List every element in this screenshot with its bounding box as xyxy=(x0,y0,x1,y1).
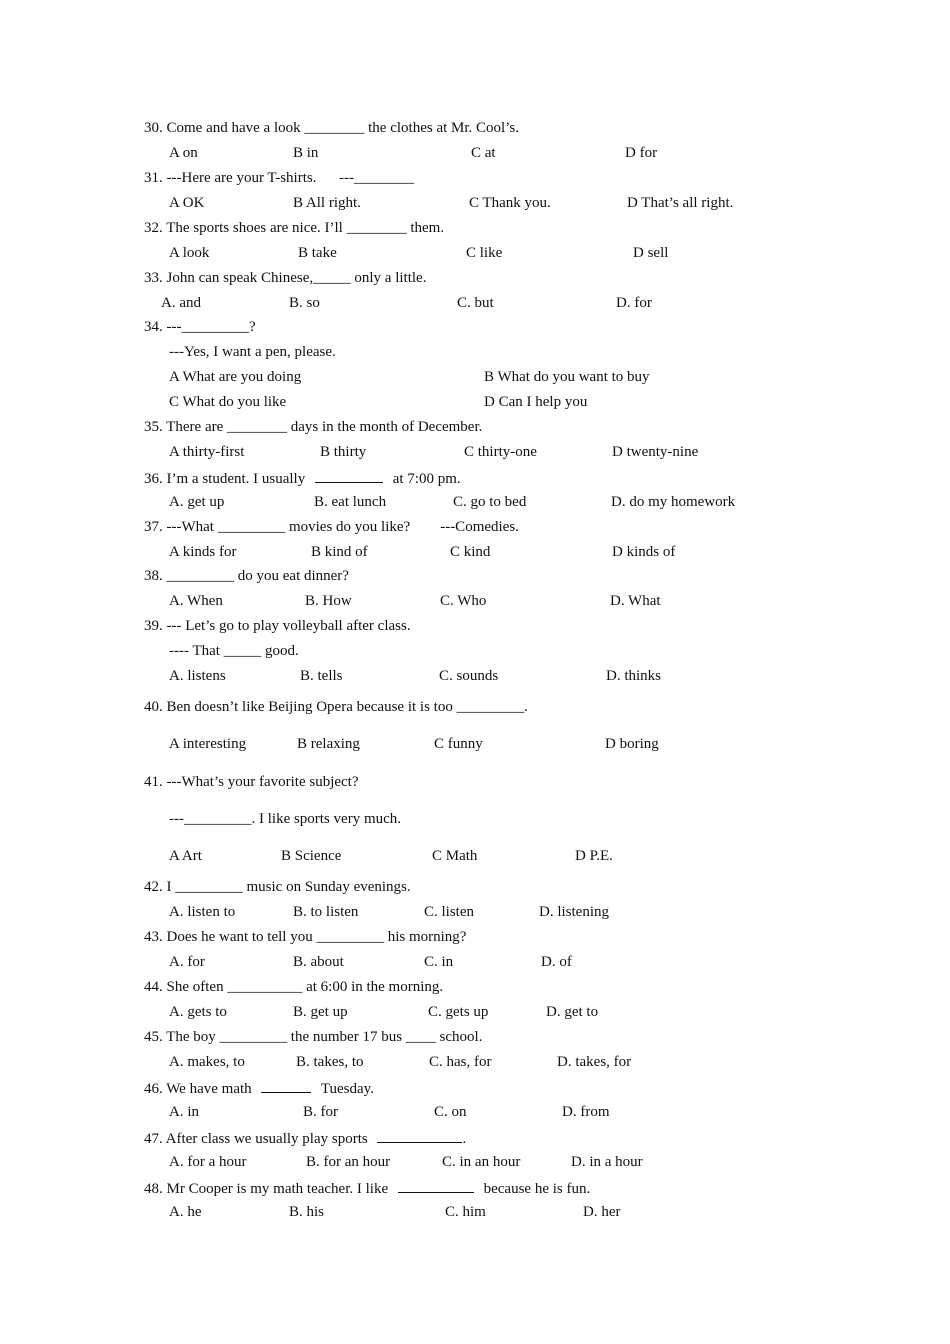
question-41-option-a: A Art xyxy=(169,848,202,864)
question-39-option-c: C. sounds xyxy=(439,668,499,684)
question-46-option-b: B. for xyxy=(303,1104,338,1120)
question-34-option-a: A What are you doing xyxy=(169,369,302,385)
question-46-stem-end: Tuesday. xyxy=(320,1081,374,1097)
answer-blank xyxy=(398,1178,474,1193)
question-48-option-b: B. his xyxy=(289,1204,325,1220)
question-37-option-b: B kind of xyxy=(311,544,368,560)
question-32-option-c: C like xyxy=(466,245,503,261)
question-42-option-d: D. listening xyxy=(539,904,609,920)
question-38-option-c: C. Who xyxy=(440,593,487,609)
answer-blank xyxy=(261,1078,311,1093)
question-39-option-b: B. tells xyxy=(300,668,343,684)
question-39-stem: 39. --- Let’s go to play volleyball after class. xyxy=(144,618,411,634)
question-45-option-b: B. takes, to xyxy=(296,1054,364,1070)
question-45-stem: 45. The boy _________ the number 17 bus ____ school. xyxy=(144,1029,483,1045)
question-40-option-d: D boring xyxy=(605,736,659,752)
question-31-option-a: A OK xyxy=(169,195,205,211)
question-39-option-a: A. listens xyxy=(169,668,226,684)
question-39-option-d: D. thinks xyxy=(606,668,662,684)
question-31-option-c: C Thank you. xyxy=(469,195,551,211)
question-31-option-b: B All right. xyxy=(293,195,361,211)
question-48-option-a: A. he xyxy=(169,1204,202,1220)
question-47-option-c: C. in an hour xyxy=(442,1154,521,1170)
question-48-stem-start: 48. Mr Cooper is my math teacher. I like xyxy=(144,1181,389,1197)
question-31-stem: 31. ---Here are your T-shirts. ---________ xyxy=(144,170,414,186)
question-34-stem: 34. ---_________? xyxy=(144,319,256,335)
question-38-option-b: B. How xyxy=(305,593,352,609)
question-42-option-a: A. listen to xyxy=(169,904,236,920)
question-40-option-b: B relaxing xyxy=(297,736,360,752)
question-43-option-b: B. about xyxy=(293,954,344,970)
question-45-option-d: D. takes, for xyxy=(557,1054,632,1070)
question-34-response: ---Yes, I want a pen, please. xyxy=(169,344,336,360)
question-36-stem-end: at 7:00 pm. xyxy=(392,471,461,487)
question-42-option-b: B. to listen xyxy=(293,904,359,920)
question-41-option-c: C Math xyxy=(432,848,478,864)
question-38-option-d: D. What xyxy=(610,593,661,609)
question-37-stem: 37. ---What _________ movies do you like? ---Comedies. xyxy=(144,519,519,535)
question-38-option-a: A. When xyxy=(169,593,223,609)
question-47-stem-start: 47. After class we usually play sports xyxy=(144,1131,368,1147)
question-37-option-a: A kinds for xyxy=(169,544,237,560)
question-48-stem xyxy=(144,1178,590,1198)
question-48-option-c: C. him xyxy=(445,1204,486,1220)
question-42-stem: 42. I _________ music on Sunday evenings. xyxy=(144,879,411,895)
question-30-stem: 30. Come and have a look ________ the clothes at Mr. Cool’s. xyxy=(144,120,519,136)
question-47-stem-end: . xyxy=(462,1131,467,1147)
question-36-stem xyxy=(144,468,461,488)
question-34-option-b: B What do you want to buy xyxy=(484,369,650,385)
question-46-option-d: D. from xyxy=(562,1104,610,1120)
question-46-stem-start: 46. We have math xyxy=(144,1081,252,1097)
question-47-stem xyxy=(144,1128,466,1148)
question-37-option-d: D kinds of xyxy=(612,544,676,560)
question-48-option-d: D. her xyxy=(583,1204,621,1220)
question-46-stem xyxy=(144,1078,374,1098)
question-35-option-a: A thirty-first xyxy=(169,444,245,460)
question-38-stem: 38. _________ do you eat dinner? xyxy=(144,568,349,584)
answer-blank xyxy=(377,1128,462,1143)
question-45-option-a: A. makes, to xyxy=(169,1054,245,1070)
question-34-option-c: C What do you like xyxy=(169,394,287,410)
question-33-option-b: B. so xyxy=(289,295,320,311)
question-46-option-a: A. in xyxy=(169,1104,199,1120)
question-41-option-b: B Science xyxy=(281,848,342,864)
question-43-option-c: C. in xyxy=(424,954,454,970)
question-46-option-c: C. on xyxy=(434,1104,467,1120)
question-31-option-d: D That’s all right. xyxy=(627,195,734,211)
question-45-option-c: C. has, for xyxy=(429,1054,492,1070)
question-35-option-d: D twenty-nine xyxy=(612,444,699,460)
question-40-option-a: A interesting xyxy=(169,736,247,752)
question-42-option-c: C. listen xyxy=(424,904,475,920)
question-35-stem: 35. There are ________ days in the month of December. xyxy=(144,419,483,435)
question-36-option-c: C. go to bed xyxy=(453,494,527,510)
question-41-response: ---_________. I like sports very much. xyxy=(169,811,402,827)
question-36-stem-start: 36. I’m a student. I usually xyxy=(144,471,306,487)
question-33-option-d: D. for xyxy=(616,295,652,311)
question-47-option-a: A. for a hour xyxy=(169,1154,247,1170)
question-48-stem-end: because he is fun. xyxy=(483,1181,591,1197)
question-32-option-a: A look xyxy=(169,245,210,261)
question-36-option-b: B. eat lunch xyxy=(314,494,387,510)
question-32-option-b: B take xyxy=(298,245,337,261)
question-34-option-d: D Can I help you xyxy=(484,394,588,410)
question-43-stem: 43. Does he want to tell you _________ his morning? xyxy=(144,929,467,945)
question-47-option-b: B. for an hour xyxy=(306,1154,391,1170)
question-36-option-d: D. do my homework xyxy=(611,494,736,510)
question-47-option-d: D. in a hour xyxy=(571,1154,643,1170)
question-36-option-a: A. get up xyxy=(169,494,225,510)
question-35-option-c: C thirty-one xyxy=(464,444,537,460)
question-30-option-b: B in xyxy=(293,145,319,161)
question-39-response: ---- That _____ good. xyxy=(169,643,299,659)
question-44-stem: 44. She often __________ at 6:00 in the morning. xyxy=(144,979,444,995)
question-40-stem: 40. Ben doesn’t like Beijing Opera because it is too _________. xyxy=(144,699,528,715)
question-33-option-a: A. and xyxy=(161,295,201,311)
answer-blank xyxy=(315,468,383,483)
question-35-option-b: B thirty xyxy=(320,444,367,460)
question-30-option-a: A on xyxy=(169,145,198,161)
question-44-option-a: A. gets to xyxy=(169,1004,227,1020)
question-32-stem: 32. The sports shoes are nice. I’ll ________ them. xyxy=(144,220,445,236)
question-44-option-d: D. get to xyxy=(546,1004,599,1020)
question-33-stem: 33. John can speak Chinese,_____ only a little. xyxy=(144,270,427,286)
question-30-option-d: D for xyxy=(625,145,658,161)
question-43-option-a: A. for xyxy=(169,954,205,970)
question-33-option-c: C. but xyxy=(457,295,494,311)
question-32-option-d: D sell xyxy=(633,245,669,261)
question-41-stem: 41. ---What’s your favorite subject? xyxy=(144,774,359,790)
question-41-option-d: D P.E. xyxy=(575,848,613,864)
question-44-option-c: C. gets up xyxy=(428,1004,489,1020)
question-30-option-c: C at xyxy=(471,145,496,161)
question-44-option-b: B. get up xyxy=(293,1004,348,1020)
question-43-option-d: D. of xyxy=(541,954,572,970)
question-40-option-c: C funny xyxy=(434,736,483,752)
question-37-option-c: C kind xyxy=(450,544,491,560)
